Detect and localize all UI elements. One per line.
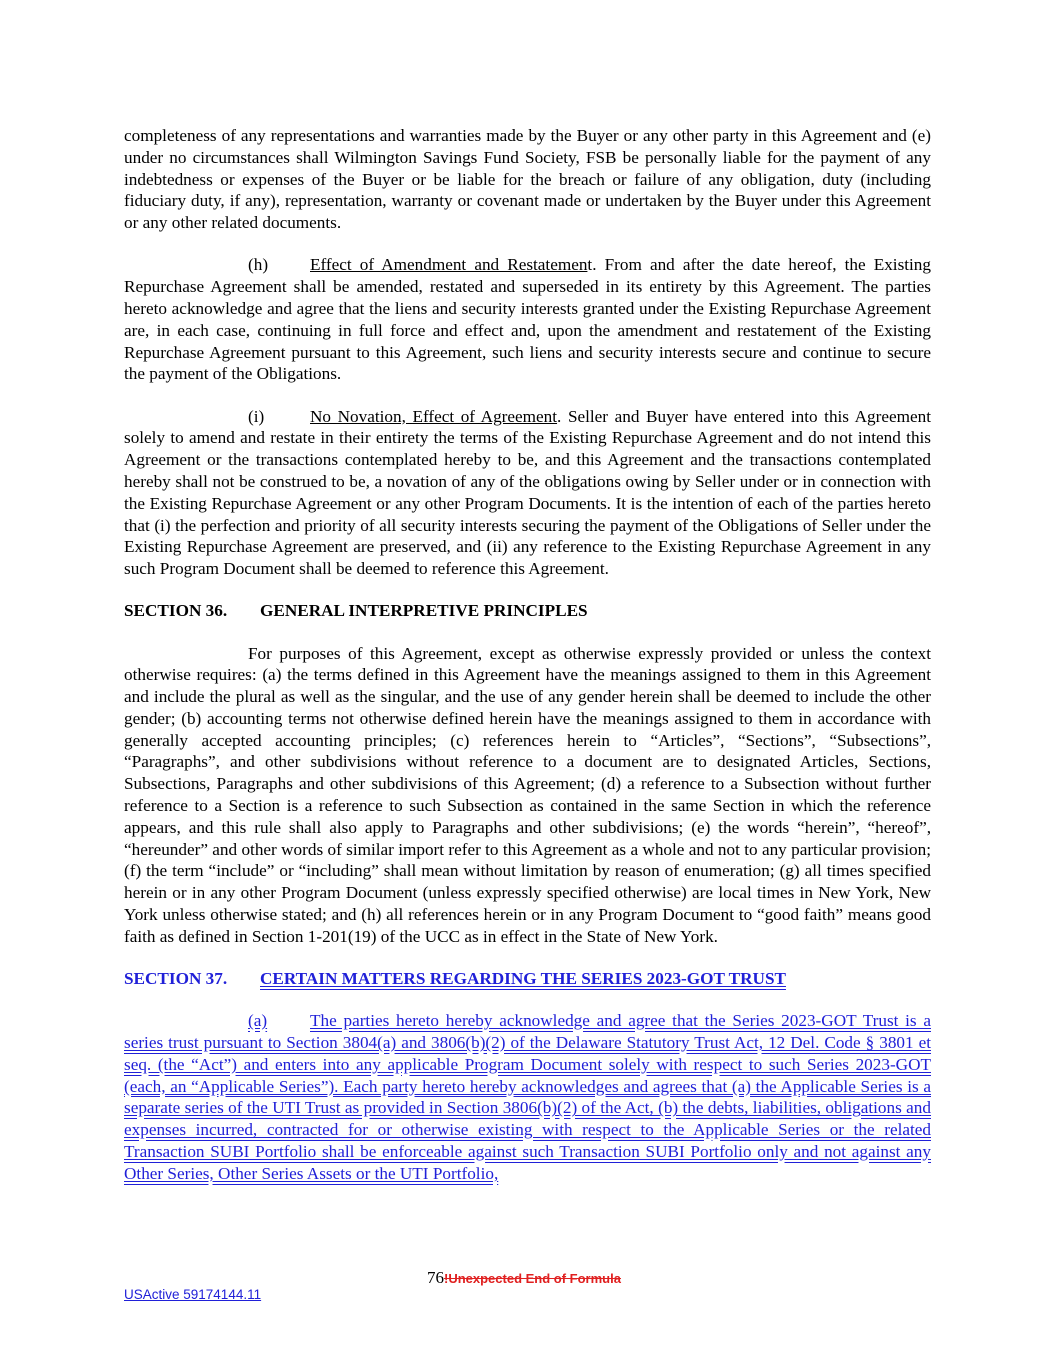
paragraph-h: [124, 254, 931, 385]
section-36-number: SECTION 36.: [124, 601, 228, 621]
paragraph-i-title: No Novation, Effect of Agreement: [310, 406, 558, 426]
paragraph-i-body: . Seller and Buyer have entered into this Agreement solely to amend and restate in their entirety the terms of the Existing Repurchase Agreement and do not intend this Agreement or the transactions contemplated hereby to be, and this Agreement and the transactions contemplated hereby shall not be construed to be, a novation of any of the obligations owing by Seller under or in connection with the Existing Repurchase Agreement or any other Program Documents. It is the intention of each of the parties hereto that (i) the perfection and priority of all security interests securing the payment of the Obligations of Seller under the Existing Repurchase Agreement are preserved, and (ii) any reference to the Existing Repurchase Agreement in any such Program Document shall be deemed to reference this Agreement.: [124, 406, 931, 579]
field-error-text: !Unexpected End of Formula: [444, 1271, 621, 1286]
section-37-paragraph-a-number: (a): [248, 1011, 268, 1031]
paragraph-h-title: Effect of Amendment and Restatemen: [310, 255, 588, 275]
section-37-number: SECTION 37.: [124, 969, 228, 989]
section-36-title: GENERAL INTERPRETIVE PRINCIPLES: [260, 601, 588, 621]
page-number: 76: [427, 1268, 444, 1287]
section-36-heading: [124, 600, 931, 622]
paragraph-h-title-tail: t: [587, 255, 593, 275]
section-36-body: For purposes of this Agreement, except as otherwise expressly provided or unless the context otherwise requires: (a) the terms defined in this Agreement have the meanings assigned to them in this Agreement and include the plural as well as the singular, and the use of any gender herein shall be deemed to include the other gender; (b) accounting terms not otherwise defined herein have the meanings assigned to them in accordance with generally accepted accounting principles; (c) references herein to “Articles”, “Sections”, “Subsections”, “Paragraphs”, and other subdivisions without reference to a document are to designated Articles, Sections, Subsections, Paragraphs and other subdivisions of this Agreement; (d) a reference to a Subsection without further reference to a Section is a reference to such Subsection as contained in the same Section in which the reference appears, and this rule shall also apply to Paragraphs and other subdivisions; (e) the words “herein”, “hereof”, “hereunder” and other words of similar import refer to this Agreement as a whole and not to any particular provision; (f) the term “include” or “including” shall mean without limitation by reason of enumeration; (g) all times specified herein or in any other Program Document (unless expressly specified otherwise) are local times in New York, New York unless otherwise stated; and (h) all references herein or in any Program Document to “good faith” means good faith as defined in Section 1-201(19) of the UCC as in effect in the State of New York.: [124, 643, 931, 946]
document-page: [124, 125, 931, 1185]
section-37-paragraph-a-body: The parties hereto hereby acknowledge and agree that the Series 2023-GOT Trust is a series trust pursuant to Section 3804(a) and 3806(b)(2) of the Delaware Statutory Trust Act, 12 Del. Code § 3801 et seq. (the “Act”) and enters into any applicable Program Document solely with respect to such Series 2023-GOT (each, an “Applicable Series”). Each party hereto hereby acknowledges and agrees that (a) the Applicable Series is a separate series of the UTI Trust as provided in Section 3806(b)(2) of the Act, (b) the debts, liabilities, obligations and expenses incurred, contracted for or otherwise existing with respect to the Applicable Series or the related Transaction SUBI Portfolio shall be enforceable against such Transaction SUBI Portfolio only and not against any Other Series, Other Series Assets or the UTI Portfolio,: [124, 1011, 931, 1183]
paragraph-i: [124, 406, 931, 580]
paragraph-h-body: . From and after the date hereof, the Existing Repurchase Agreement shall be amended, restated and superseded in its entirety by this Agreement. The parties hereto acknowledge and agree that the liens and security interests granted under the Existing Repurchase Agreement are, in each case, continuing in full force and effect and, upon the amendment and restatement of the Existing Repurchase Agreement pursuant to this Agreement, such liens and security interests secure and continue to secure the payment of the Obligations.: [124, 255, 931, 384]
section-37-title: CERTAIN MATTERS REGARDING THE SERIES 2023-GOT TRUST: [260, 969, 786, 989]
page-footer: [427, 1268, 621, 1288]
document-id-link[interactable]: USActive 59174144.11: [124, 1287, 262, 1302]
intro-paragraph: completeness of any representations and warranties made by the Buyer or any other party in this Agreement and (e) under no circumstances shall Wilmington Savings Fund Society, FSB be personally liable for the payment of any indebtedness or expenses of the Buyer or be liable for the breach or failure of any obligation, duty (including fiduciary duty, if any), representation, warranty or covenant made or undertaken by the Buyer under this Agreement or any other related documents.: [124, 126, 931, 233]
section-37-heading: [124, 968, 931, 990]
section-37-paragraph-a: [124, 1010, 931, 1184]
paragraph-i-number: (i): [248, 406, 265, 426]
paragraph-h-number: (h): [248, 255, 269, 275]
